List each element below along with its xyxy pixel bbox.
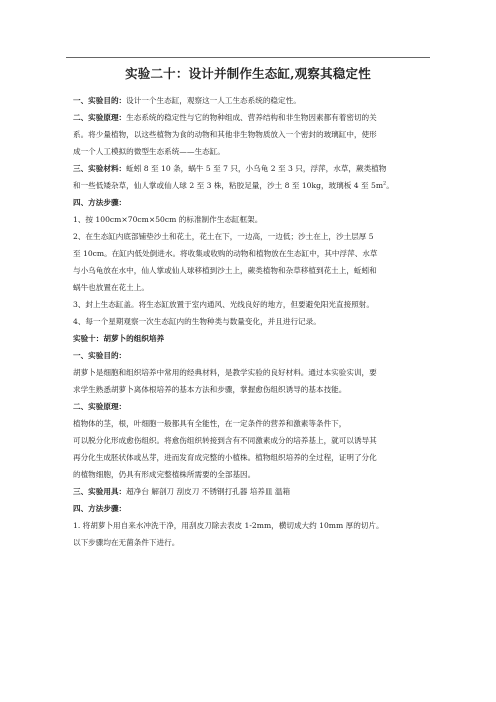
exp20-principle-heading: 二、实验原理： (73, 113, 127, 122)
exp10-tools (73, 483, 423, 500)
exp10-purpose-line-1: 胡萝卜是细胞和组织培养中常用的经典材料，是教学实验的良好材料。通过本实验实训，要 (73, 368, 377, 377)
exp20-principle (73, 109, 423, 126)
document-content (73, 64, 423, 551)
exp10-principle-line-4: 的植物细胞，仍具有形成完整植株所需要的全部基因。 (73, 470, 256, 479)
exp20-steps-heading: 四、方法步骤： (73, 198, 127, 207)
exp10-tools-heading: 三、实验用具： (73, 487, 127, 496)
exp20-materials-text-3: 。 (386, 181, 394, 190)
exp10-principle-line-1: 植物体的茎，根，叶细胞一般都具有全能性，在一定条件的营养和激素等条件下， (73, 419, 347, 428)
exp20-materials-text-1: 蚯蚓 8 至 10 条，蜗牛 5 至 7 只，小乌龟 2 至 3 只，浮萍，水草，蕨类植物 (126, 164, 387, 173)
exp20-materials-line-2 (73, 177, 423, 194)
exp10-purpose-heading: 一、实验目的： (73, 351, 127, 360)
exp20-principle-line-2: 系。将少量植物，以这些植物为食的动物和其他非生物物质放入一个密封的玻璃缸中，使形 (73, 130, 377, 139)
exp20-step-3: 3、封上生态缸盖。将生态缸放置于室内通风、光线良好的地方，但要避免阳光直接照射。 (73, 300, 374, 309)
header-rule (66, 57, 430, 58)
exp20-purpose (73, 92, 423, 109)
exp10-title: 实验十：胡萝卜的组织培养 (73, 334, 165, 343)
exp10-principle-line-3: 再分化生成胚状体或丛芽，进而发育成完整的小植株。植物组织培养的全过程，证明了分化 (73, 453, 377, 462)
exp20-purpose-heading: 一、实验目的： (73, 96, 127, 105)
exp20-step-4: 4、每一个星期观察一次生态缸内的生物种类与数量变化，并且进行记录。 (73, 317, 321, 326)
exp10-principle-heading: 二、实验原理： (73, 402, 127, 411)
exp20-step-2-line-1: 2、在生态缸内底部铺垫沙土和花土，花土在下，一边高，一边低；沙土在上，沙土层厚 5 (73, 232, 374, 241)
exp20-materials (73, 160, 423, 177)
exp10-steps-heading: 四、方法步骤： (73, 504, 127, 513)
exp20-materials-heading: 三、实验材料： (73, 164, 127, 173)
exp20-step-1: 1、按 100cm×70cm×50cm 的标准制作生态缸框架。 (73, 215, 263, 224)
exp20-materials-text-2: 和一些低矮杂草，仙人掌或仙人球 2 至 3 株，粘胶足量，沙土 8 至 10kg，玻璃板 4 至 5m (73, 181, 384, 190)
page-title: 实验二十：设计并制作生态缸,观察其稳定性 (125, 66, 371, 81)
exp20-purpose-text: 设计一个生态缸，观察这一人工生态系统的稳定性。 (126, 96, 301, 105)
exp20-principle-line-3: 成一个人工模拟的微型生态系统——生态缸。 (73, 147, 225, 156)
exp20-principle-text-1: 生态系统的稳定性与它的物种组成、营养结构和非生物因素都有着密切的关 (126, 113, 377, 122)
exp20-materials-superscript: 2 (383, 180, 387, 187)
exp20-step-2-line-3: 与小乌龟放在水中，仙人掌或仙人球移植到沙土上，蕨类植物和杂草移植到花土上，蚯蚓和 (73, 266, 377, 275)
exp20-step-2-line-2: 至 10cm。在缸内低处倒进水。将收集或收购的动物和植物放在生态缸中，其中浮萍、水草 (73, 249, 378, 258)
exp10-step-1-line-2: 以下步骤均在无菌条件下进行。 (73, 538, 180, 547)
exp10-purpose-line-2: 求学生熟悉胡萝卜离体根培养的基本方法和步骤，掌握愈伤组织诱导的基本技能。 (73, 385, 347, 394)
exp10-step-1-line-1: 1. 将胡萝卜用自来水冲洗干净，用刮皮刀除去表皮 1-2mm，横切成大约 10mm 厚的切片。 (73, 521, 384, 530)
exp10-tools-text: 超净台 解剖刀 刮皮刀 不锈钢打孔器 培养皿 温箱 (126, 487, 291, 496)
exp10-principle-line-2: 可以脱分化形成愈伤组织。将愈伤组织转接到含有不同激素成分的培养基上，就可以诱导其 (73, 436, 377, 445)
exp20-step-2-line-4: 蜗牛也放置在花土上。 (73, 283, 149, 292)
